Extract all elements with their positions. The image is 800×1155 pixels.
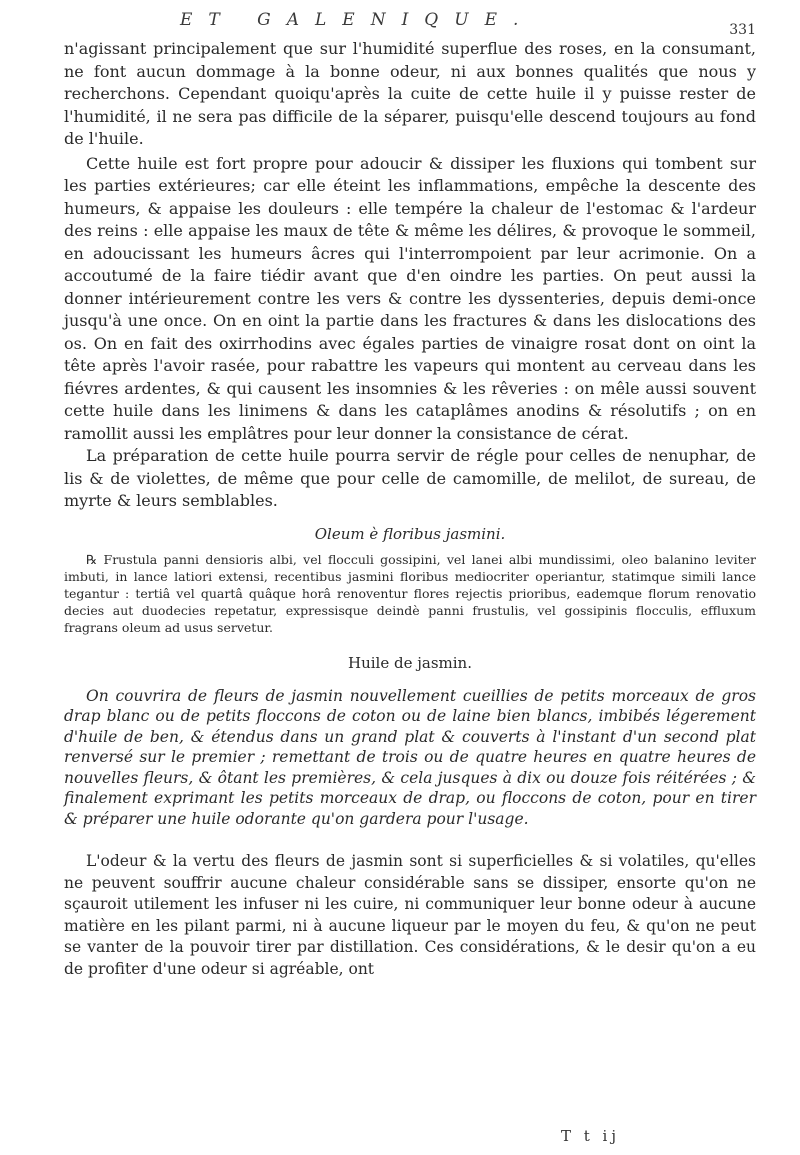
paragraph-rose-oil-uses: Cette huile est fort propre pour adoucir & dissiper les fluxions qui tombent sur les parties extérieures; car elle éteint les inflammations, empêche la descente des humeurs, & appaise les douleurs : elle tempére la chaleur de l'estomac & l'ardeur des reins : elle appaise les maux de tête & même les délires, & provoque le sommeil, en adoucissant les humeurs âcres qui l'interrompoient par leur acrimonie. On a accoutumé de la faire tiédir avant que d'en oindre les parties. On peut aussi la donner intérieurement contre les vers & contre les dyssenteries, depuis demi-once jusqu'à une once. On en oint la partie dans les fractures & dans les dislocations des os. On en fait des oxirrhodins avec égales parties de vinaigre rosat dont on oint la tête après l'avoir rasée, pour rabattre les vapeurs qui montent au cerveau dans les fiévres ardentes, & qui causent les insomnies & les rêveries : on mêle aussi souvent cette huile dans les linimens & dans les cataplâmes anodins & résolutifs ; on en ramollit aussi les emplâtres pour leur donner la consistance de cérat. — [64, 153, 756, 443]
paragraph-preparation-rule: La préparation de cette huile pourra servir de régle pour celles de nenuphar, de lis & de violettes, de même que pour celle de camomille, de melilot, de sureau, de myrte & leurs semblables. — [64, 446, 756, 510]
page-number: 331 — [729, 22, 756, 38]
latin-recipe: ℞ Frustula panni densioris albi, vel flocculi gossipini, vel lanei albi mundissimi, oleo balanino leviter imbuti, in lance latiori extensi, recentibus jasmini floribus mediocriter operiantur, statimque simili lance tegantur : tertiâ vel quartâ quâque horâ renoventur flores rejectis prioribus, eademque florum renovatio decies aut duodecies repetatur, expressisque deindè panni frustulis, vel gossipinis flocculis, effluxum fragrans oleum ad usus servetur. — [64, 551, 756, 635]
section-heading-latin: Oleum è floribus jasmini. — [314, 524, 506, 543]
body-text — [64, 38, 756, 980]
running-head — [180, 10, 756, 40]
section-heading-french: Huile de jasmin. — [348, 653, 472, 672]
signature-mark: T t ij — [560, 1127, 620, 1145]
french-recipe: On couvrira de fleurs de jasmin nouvellement cueillies de petits morceaux de gros drap blanc ou de petits floccons de coton ou de laine bien blancs, imbibés légerement d'huile de ben, & étendus dans un grand plat & couverts à l'instant d'un second plat renversé sur le premier ; remettant de trois ou de quatre heures en quatre heures de nouvelles fleurs, & ôtant les premières, & cela jusques à dix ou douze fois réitérées ; & finalement exprimant les petits morceaux de drap, ou floccons de coton, pour en tirer & préparer une huile odorante qu'on gardera pour l'usage. — [64, 686, 756, 828]
paragraph-jasmine-notes: L'odeur & la vertu des fleurs de jasmin sont si superficielles & si volatiles, qu'elles ne peuvent souffrir aucune chaleur considérable sans se dissiper, ensorte qu'on ne sçauroit utilement les infuser ni les cuire, ni communiquer leur bonne odeur à aucune matière en les pilant parmi, ni à aucune liqueur par le moyen du feu, & qu'on ne peut se vanter de la pouvoir tirer par distillation. Ces considérations, & le desir qu'on a eu de profiter d'une odeur si agréable, ont — [64, 852, 756, 978]
running-head-title: ET GALENIQUE. — [180, 10, 535, 30]
paragraph-rose-oil-end: n'agissant principalement que sur l'humidité superflue des roses, en la consumant, ne font aucun dommage à la bonne odeur, ni aux bonnes qualités que nous y recherchons. Cependant quoiqu'après la cuite de cette huile il y puisse rester de l'humidité, il ne sera pas difficile de la séparer, puisqu'elle descend toujours au fond de l'huile. — [64, 39, 756, 148]
